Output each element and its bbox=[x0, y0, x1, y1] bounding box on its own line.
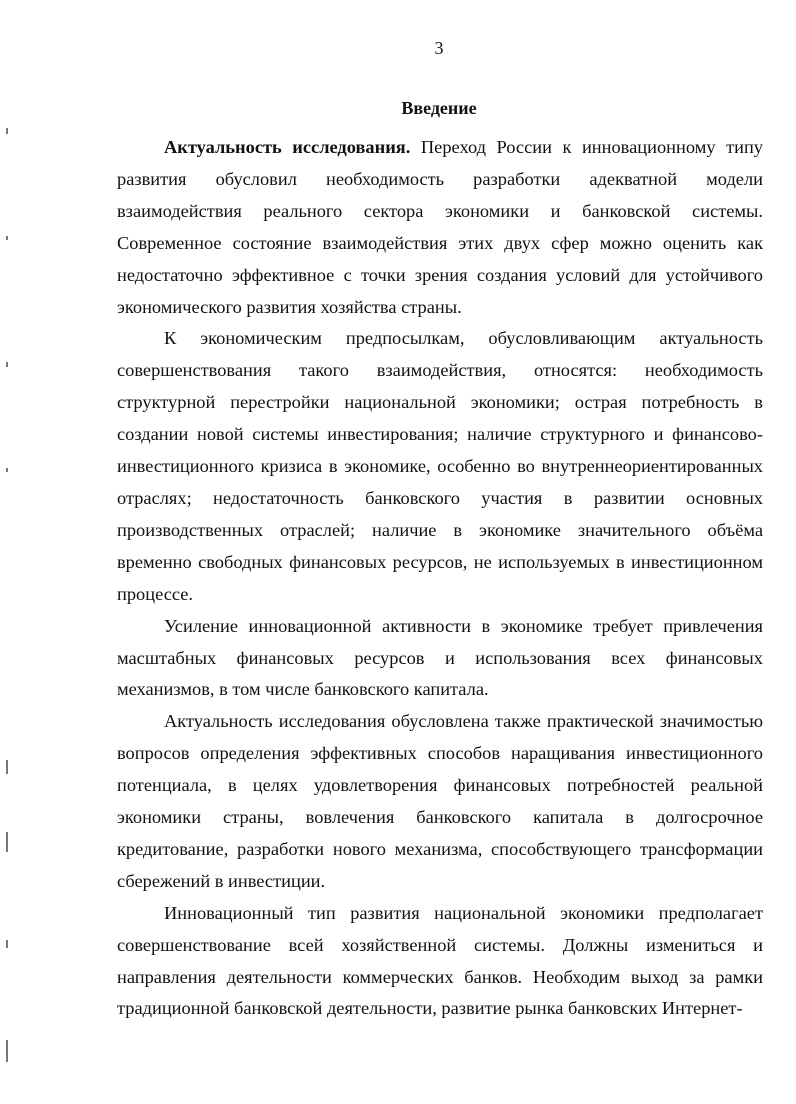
paragraph-relevance bbox=[117, 132, 763, 323]
scan-artifact bbox=[6, 1040, 8, 1062]
scan-artifact bbox=[6, 940, 8, 948]
paragraph-lead: Актуальность исследования. bbox=[164, 137, 411, 157]
page-number: 3 bbox=[434, 38, 444, 58]
scan-artifact bbox=[6, 832, 8, 852]
paragraph-innovation-type: Инновационный тип развития национальной экономики предполагает совершенствование всей хозяйственной системы. Должны измениться и направления деятельности коммерческих банков. Необходим выход за рамки традиционной банковской деятельности, развитие рынка банковских Интернет- bbox=[117, 902, 763, 1019]
scan-artifact bbox=[6, 468, 8, 472]
paragraph-text: Переход России к инновационному типу развития обусловил необходимость разработки адекватной модели взаимодействия реального сектора экономики и банковской системы. Современное состояние взаимодействия этих двух сфер можно оценить как недостаточно эффективное с точки зрения создания условий для устойчивого экономического развития хозяйства страны. bbox=[117, 137, 763, 317]
scan-artifact bbox=[6, 236, 8, 240]
paragraph-preconditions: К экономическим предпосылкам, обусловливающим актуальность совершенствования такого взаимодействия, относятся: необходимость структурной перестройки национальной экономики; острая потребность в создании новой системы инвестирования; наличие структурного и финансово-инвестиционного кризиса в экономике, особенно во внутреннеориентированных отраслях; недостаточность банковского участия в развитии основных производственных отраслей; наличие в экономике значительного объёма временно свободных финансовых ресурсов, не используемых в инвестиционном процессе. bbox=[117, 328, 763, 604]
scan-artifact bbox=[6, 760, 8, 774]
scan-artifact bbox=[6, 362, 8, 367]
body-text bbox=[117, 132, 763, 1025]
paragraph-innovation-activity: Усиление инновационной активности в экономике требует привлечения масштабных финансовых ресурсов и использования всех финансовых механизмов, в том числе банковского капитала. bbox=[117, 615, 763, 700]
scan-artifact bbox=[6, 128, 8, 134]
paragraph-practical-significance: Актуальность исследования обусловлена также практической значимостью вопросов определения эффективных способов наращивания инвестиционного потенциала, в целях удовлетворения финансовых потребностей реальной экономики страны, вовлечения банковского капитала в долгосрочное кредитование, разработки нового механизма, способствующего трансформации сбережений в инвестиции. bbox=[117, 711, 763, 891]
section-heading: Введение bbox=[401, 98, 477, 118]
